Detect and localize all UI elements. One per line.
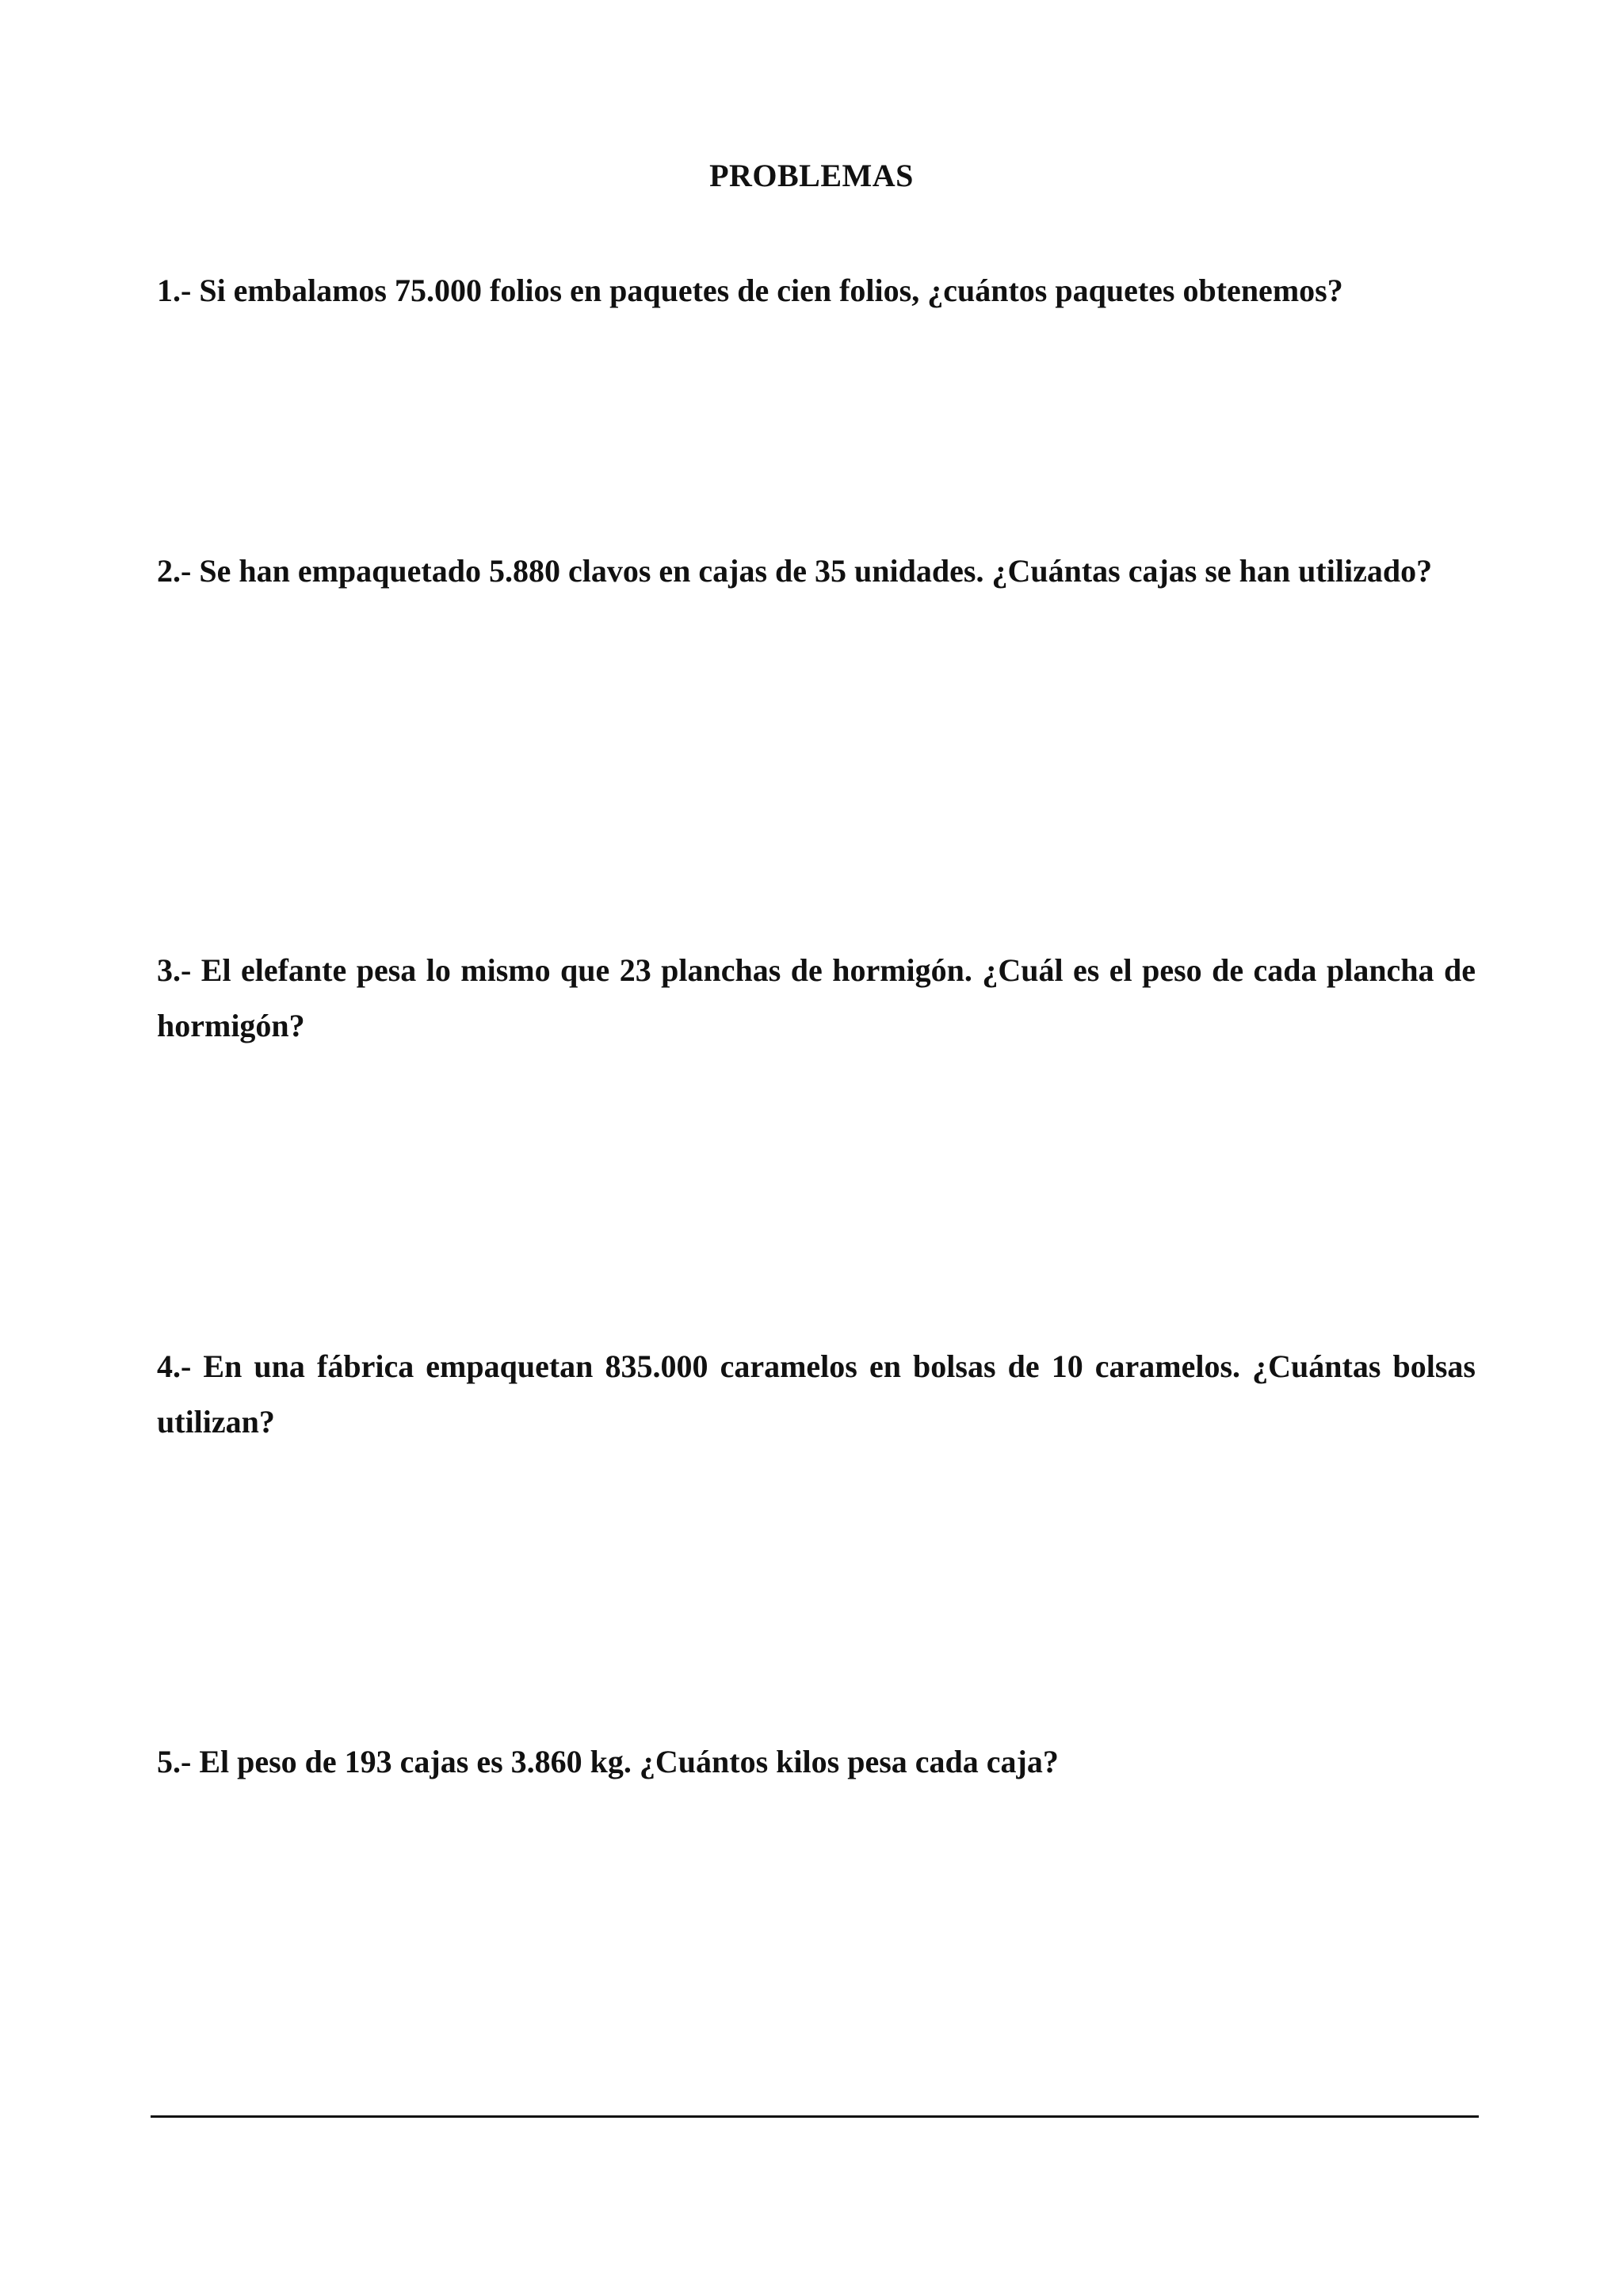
- problem-4: 4.- En una fábrica empaquetan 835.000 caramelos en bolsas de 10 caramelos. ¿Cuántas bolsas utilizan?: [157, 1348, 1476, 1440]
- problem-1: 1.- Si embalamos 75.000 folios en paquetes de cien folios, ¿cuántos paquetes obtenemos?: [157, 273, 1343, 308]
- page-title: PROBLEMAS: [709, 158, 914, 193]
- problem-2: 2.- Se han empaquetado 5.880 clavos en cajas de 35 unidades. ¿Cuántas cajas se han utilizado?: [157, 553, 1433, 589]
- problem-3: 3.- El elefante pesa lo mismo que 23 planchas de hormigón. ¿Cuál es el peso de cada plancha de hormigón?: [157, 952, 1476, 1043]
- problem-5: 5.- El peso de 193 cajas es 3.860 kg. ¿Cuántos kilos pesa cada caja?: [157, 1744, 1059, 1779]
- footer-divider: [151, 2115, 1479, 2118]
